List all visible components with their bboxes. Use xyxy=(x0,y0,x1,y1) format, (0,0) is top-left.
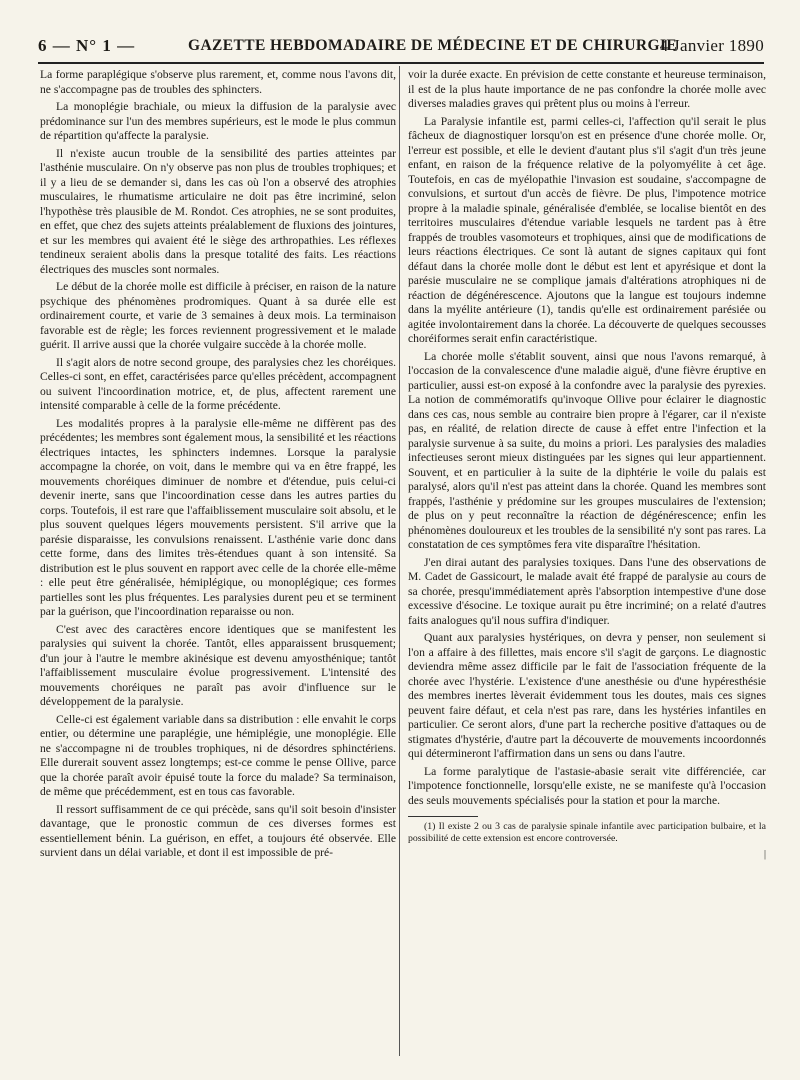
paragraph: La forme paraplégique s'observe plus rarement, et, comme nous l'avons dit, ne s'accompagne pas de troubles des sphincters. xyxy=(40,68,396,96)
paragraph: Il n'existe aucun trouble de la sensibilité des parties atteintes par l'asthénie musculaire. On n'y observe pas non plus de troubles trophiques; et il y a lieu de se demander si, dans les cas où l'on a observé des atrophies musculaires, le rhumatisme articulaire ne doit pas être incriminé, selon l'hypothèse très plausible de M. Rondot. Ces atrophies, ne se sont produites, en effet, que chez des sujets atteints préalablement de fluxions des jointures, et sur les membres qui avaient été le siège des arthropathies. Les réflexes tendineux seraient abolis dans la presque totalité des faits. Les réactions électriques des muscles sont normales. xyxy=(40,146,396,276)
paragraph: Quant aux paralysies hystériques, on devra y penser, non seulement si l'on a affaire à des fillettes, mais encore s'il s'agit de garçons. Le diagnostic deviendra même assez difficile par le fait de l'association fréquente de la chorée avec l'hystérie. L'existence d'une anesthésie ou d'une hypéresthésie des membres inertes lèverait évidemment tous les doutes, mais ces signes peuvent faire défaut, et cela n'est pas rare, dans les hystéries infantiles en particulier. Ce seront alors, d'une part la recherche positive d'attaques ou de stigmates d'hystérie, d'autre part la découverte de mouvements incoordonnés qui détermineront l'affirmation dans un sens ou dans l'autre. xyxy=(408,631,766,760)
paragraph: La Paralysie infantile est, parmi celles-ci, l'affection qu'il serait le plus fâcheux de diagnostiquer lorsqu'on est en présence d'une chorée molle. Or, l'erreur est possible, et elle le devient d'autant plus s'il s'agit d'un très jeune enfant, en raison de la fréquence relative de la polyomyélite à cet âge. Toutefois, en cas de myélopathie l'invasion est soudaine, s'accompagne de convulsions, et surtout d'un accès de fièvre. De plus, l'impotence motrice propre à la maladie spinale, généralisée d'emblée, se localise bientôt en des territoires musculaires d'étendue variable lesquels ne tardent pas à être frappés de troubles vasomoteurs et trophiques, ainsi que de modifications de leurs réactions électriques. Ce sont là autant de signes capitaux qui font défaut dans la chorée molle dont le début est lent et apyrésique et dont la parésie musculaire ne se complique jamais d'altérations atrophiques ni de réaction de dégénérescence. Ajoutons que la langue est toujours indemne dans la myélite antérieure (1), tandis qu'elle est ordinairement parésiée ou agitée involontairement dans la chorée. La découverte de quelques secousses choréiformes serait enfin caractéristique. xyxy=(408,114,766,345)
footnote-rule xyxy=(408,816,478,817)
page-header xyxy=(38,36,764,64)
paragraph: J'en dirai autant des paralysies toxiques. Dans l'une des observations de M. Cadet de Gassicourt, le malade avait été frappé de paralysie au cours de sa chorée, presqu'immédiatement après l'absorption intempestive d'une dose excessive d'ésocine. Le toxique aurait pu être incriminé; on a relaté d'autres faits analogues qu'il nous suffira d'indiquer. xyxy=(408,555,766,627)
issue-date: 4 Janvier 1890 xyxy=(659,36,764,55)
right-column xyxy=(408,68,766,1068)
paragraph: Il s'agit alors de notre second groupe, des paralysies chez les choréiques. Celles-ci sont, en effet, caractérisées parce qu'elles précèdent, accompagnent ou suivent l'incoordination motrice, et, de plus, affectent rarement une intensité comparable à celle de la forme précédente. xyxy=(40,355,396,412)
footnote: (1) Il existe 2 ou 3 cas de paralysie spinale infantile avec participation bulbaire, et la possibilité de cette extension est encore controversée. xyxy=(408,821,766,844)
column-divider xyxy=(399,66,400,1056)
paragraph: La monoplégie brachiale, ou mieux la diffusion de la paralysie avec prédominance sur l'un des membres supérieurs, est le mode le plus commun de répartition qu'affecte la paralysie. xyxy=(40,100,396,142)
paragraph: La chorée molle s'établit souvent, ainsi que nous l'avons remarqué, à l'occasion de la convalescence d'une maladie aiguë, d'une fièvre éruptive en particulier, aussi est-on exposé à la confondre avec la paralysie des pyrexies. La notion de commémoratifs qu'invoque Ollive pour éclairer le diagnostic dans ces cas, nous semble au contraire bien propre à l'égarer, car il n'existe pas, en réalité, de relation directe de cause à effet entre l'infection et la paralysie survenue à sa suite, du moins a priori. Les paralysies des maladies infectieuses seront mieux distinguées par les signes qui leur appartiennent. Souvent, et en particulier à la suite de la diphtérie le voile du palais est paralysé, alors qu'il n'est pas atteint dans la chorée. Quand les membres sont frappés, l'asthénie y prédomine sur les groupes musculaires de l'extension; de plus on y peut reconnaître la réaction de dégénérescence; enfin les phénomènes douloureux et les troubles de la sensibilité n'y sont pas rares. La constatation de ces symptômes fera vite disparaître l'hésitation. xyxy=(408,349,766,551)
paragraph: La forme paralytique de l'astasie-abasie serait vite différenciée, car l'impotence fonctionnelle, lorsqu'elle existe, ne se manifeste qu'à l'occasion des seuls mouvements spécialisés pour la station et pour la marche. xyxy=(408,764,766,807)
left-column xyxy=(40,68,396,1068)
footnote-mark: | xyxy=(763,849,766,860)
paragraph: Celle-ci est également variable dans sa distribution : elle envahit le corps entier, ou détermine une paraplégie, une hémiplégie, une monoplégie. Elle ne s'accompagne ni de troubles trophiques, ni de désordres sphinctériens. Elle durerait souvent assez longtemps; est-ce comme le pense Ollive, parce que la chorée paraît avoir épuisé toute la force du malade? Sa terminaison, de même que précédemment, est en tous cas favorable. xyxy=(40,712,396,798)
paragraph: C'est avec des caractères encore identiques que se manifestent les paralysies qui suivent la chorée. Tantôt, elles apparaissent brusquement; d'un jour à l'autre le membre akinésique est devenu amyosthénique; tantôt l'affaiblissement musculaire évolue progressivement. L'intensité des mouvements choréiques ne paraît pas avoir d'influence sur le développement de la paralysie. xyxy=(40,622,396,708)
paragraph: Les modalités propres à la paralysie elle-même ne diffèrent pas des précédentes; les membres sont également mous, la sensibilité et les réactions électriques intactes, les sphincters indemnes. Lorsque la paralysie accompagne la chorée, on voit, dans le membre qui va en être frappé, les mouvements choréiques diminuer de nombre et d'étendue, puis celui-ci devenir inerte, sans que l'incoordination cesse dans les autres parties du corps. Toutefois, il est rare que l'affaiblissement musculaire soit absolu, et le plus souvent quelques légers mouvements persistent. S'il arrive que la parésie disparaisse, les convulsions renaissent. L'asthénie varie donc dans cette forme, dans des limites très-étendues quant à son intensité. Sa distribution est le plus souvent en rapport avec celle de la chorée elle-même : elle peut être généralisée, hémiplégique, ou monoplégique; ces formes partielles sont les plus fréquentes. Les paralysies durent peu et se terminent par la guérison, que l'incoordination reparaisse ou non. xyxy=(40,416,396,618)
paragraph: voir la durée exacte. En prévision de cette constante et heureuse terminaison, il est de la plus haute importance de ne pas confondre la chorée molle avec diverses maladies graves qui prêtent plus ou moins à l'erreur. xyxy=(408,68,766,110)
paragraph: Il ressort suffisamment de ce qui précède, sans qu'il soit besoin d'insister davantage, que le pronostic commun de ces diverses formes est essentiellement bénin. La guérison, en effet, a toujours été observée. Elle survient dans un délai variable, et dont il est impossible de pré- xyxy=(40,802,396,859)
page-number: 6 — N° 1 — xyxy=(38,36,136,55)
paragraph: Le début de la chorée molle est difficile à préciser, en raison de la nature psychique des phénomènes prodromiques. Quant à sa durée elle est ordinairement courte, et varie de 3 semaines à deux mois. La terminaison favorable est de règle; les forces reviennent progressivement et le malade guérit. Il arrive aussi que la chorée vulgaire succède à la chorée molle. xyxy=(40,280,396,351)
journal-title: GAZETTE HEBDOMADAIRE DE MÉDECINE ET DE CHIRURGIE xyxy=(188,37,678,54)
